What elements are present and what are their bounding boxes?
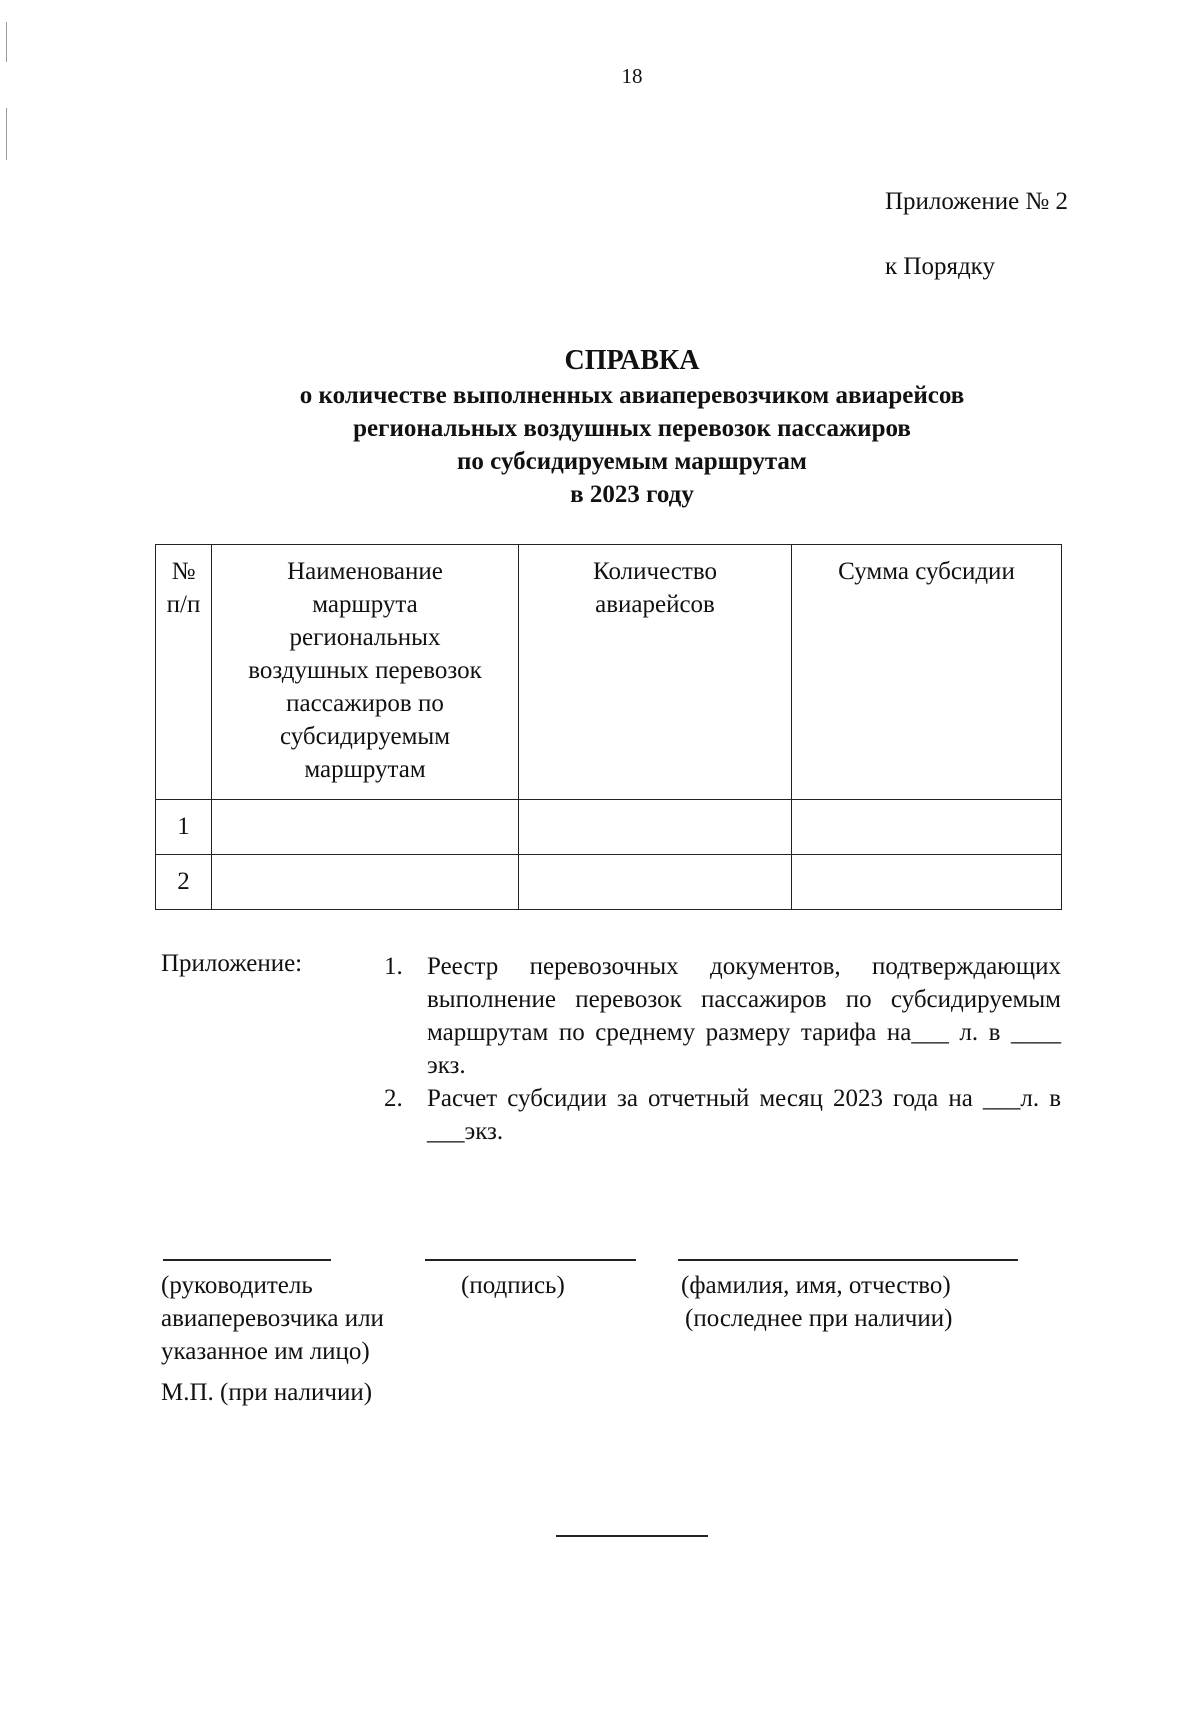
col-header-number: [156, 545, 212, 800]
signature-caption-head: [161, 1269, 384, 1368]
header-line: авиарейсов: [595, 591, 715, 618]
signature-caption-name: [681, 1269, 952, 1335]
title-line: по субсидируемым маршрутам: [457, 448, 807, 475]
page-number: 18: [621, 64, 643, 88]
stamp-note: М.П. (при наличии): [161, 1379, 373, 1406]
header-line: маршрута: [312, 591, 418, 618]
scan-edge-mark: [6, 108, 7, 160]
caption-line: (руководитель: [161, 1272, 313, 1299]
appendix-reference: к Порядку: [885, 253, 995, 280]
appendix-number: Приложение № 2: [885, 188, 1069, 215]
header-line: региональных: [289, 624, 441, 651]
caption-line: (подпись): [461, 1272, 565, 1299]
attachments-label: Приложение:: [161, 950, 303, 977]
list-item-text: Реестр перевозочных документов, подтверждающих выполнение перевозок пассажиров по субсидируемым маршрутам по среднему размеру тарифа на___ л. в ____ экз.: [427, 953, 1061, 1079]
cell-route: [212, 800, 519, 855]
header-line: пассажиров по: [286, 690, 444, 717]
caption-line: авиаперевозчика или: [161, 1305, 384, 1332]
col-header-route: [212, 545, 519, 800]
attachments-list: [384, 950, 1061, 1148]
col-header-subsidy: [792, 545, 1062, 800]
col-header-flights: [519, 545, 792, 800]
signature-line-name: [678, 1259, 1018, 1261]
report-table: [155, 544, 1062, 910]
table-row: [156, 855, 1062, 910]
cell-subsidy: [792, 855, 1062, 910]
scan-edge-mark: [6, 22, 7, 62]
caption-line: указанное им лицо): [161, 1338, 370, 1365]
table-row: [156, 800, 1062, 855]
header-line: Количество: [593, 558, 717, 585]
signature-line-head: [163, 1259, 331, 1261]
cell-flights: [519, 855, 792, 910]
cell-route: [212, 855, 519, 910]
list-item-number: 1.: [384, 953, 403, 980]
signature-caption-sign: [461, 1269, 565, 1302]
header-line: №: [171, 558, 196, 585]
list-item-text: Расчет субсидии за отчетный месяц 2023 года на ___л. в ___экз.: [427, 1085, 1061, 1145]
cell-number: 2: [156, 855, 212, 910]
table-header-row: [156, 545, 1062, 800]
title-line: в 2023 году: [570, 481, 694, 508]
cell-number: 1: [156, 800, 212, 855]
title-line: о количестве выполненных авиаперевозчиком авиарейсов: [299, 382, 965, 409]
signature-line-sign: [425, 1259, 636, 1261]
cell-subsidy: [792, 800, 1062, 855]
header-line: воздушных перевозок: [248, 657, 482, 684]
cell-flights: [519, 800, 792, 855]
end-separator-line: [556, 1535, 708, 1537]
list-item-number: 2.: [384, 1085, 403, 1112]
list-item: [384, 950, 1061, 1082]
caption-line: (последнее при наличии): [685, 1305, 953, 1332]
list-item: [384, 1082, 1061, 1148]
document-title: [0, 343, 1200, 511]
caption-line: (фамилия, имя, отчество): [681, 1272, 951, 1299]
header-line: Наименование: [287, 558, 443, 585]
title-line: региональных воздушных перевозок пассажиров: [353, 415, 911, 442]
title-main: СПРАВКА: [564, 345, 700, 376]
header-line: Сумма субсидии: [838, 558, 1015, 585]
header-line: п/п: [166, 591, 201, 618]
header-line: субсидируемым: [279, 723, 451, 750]
header-line: маршрутам: [304, 756, 426, 783]
